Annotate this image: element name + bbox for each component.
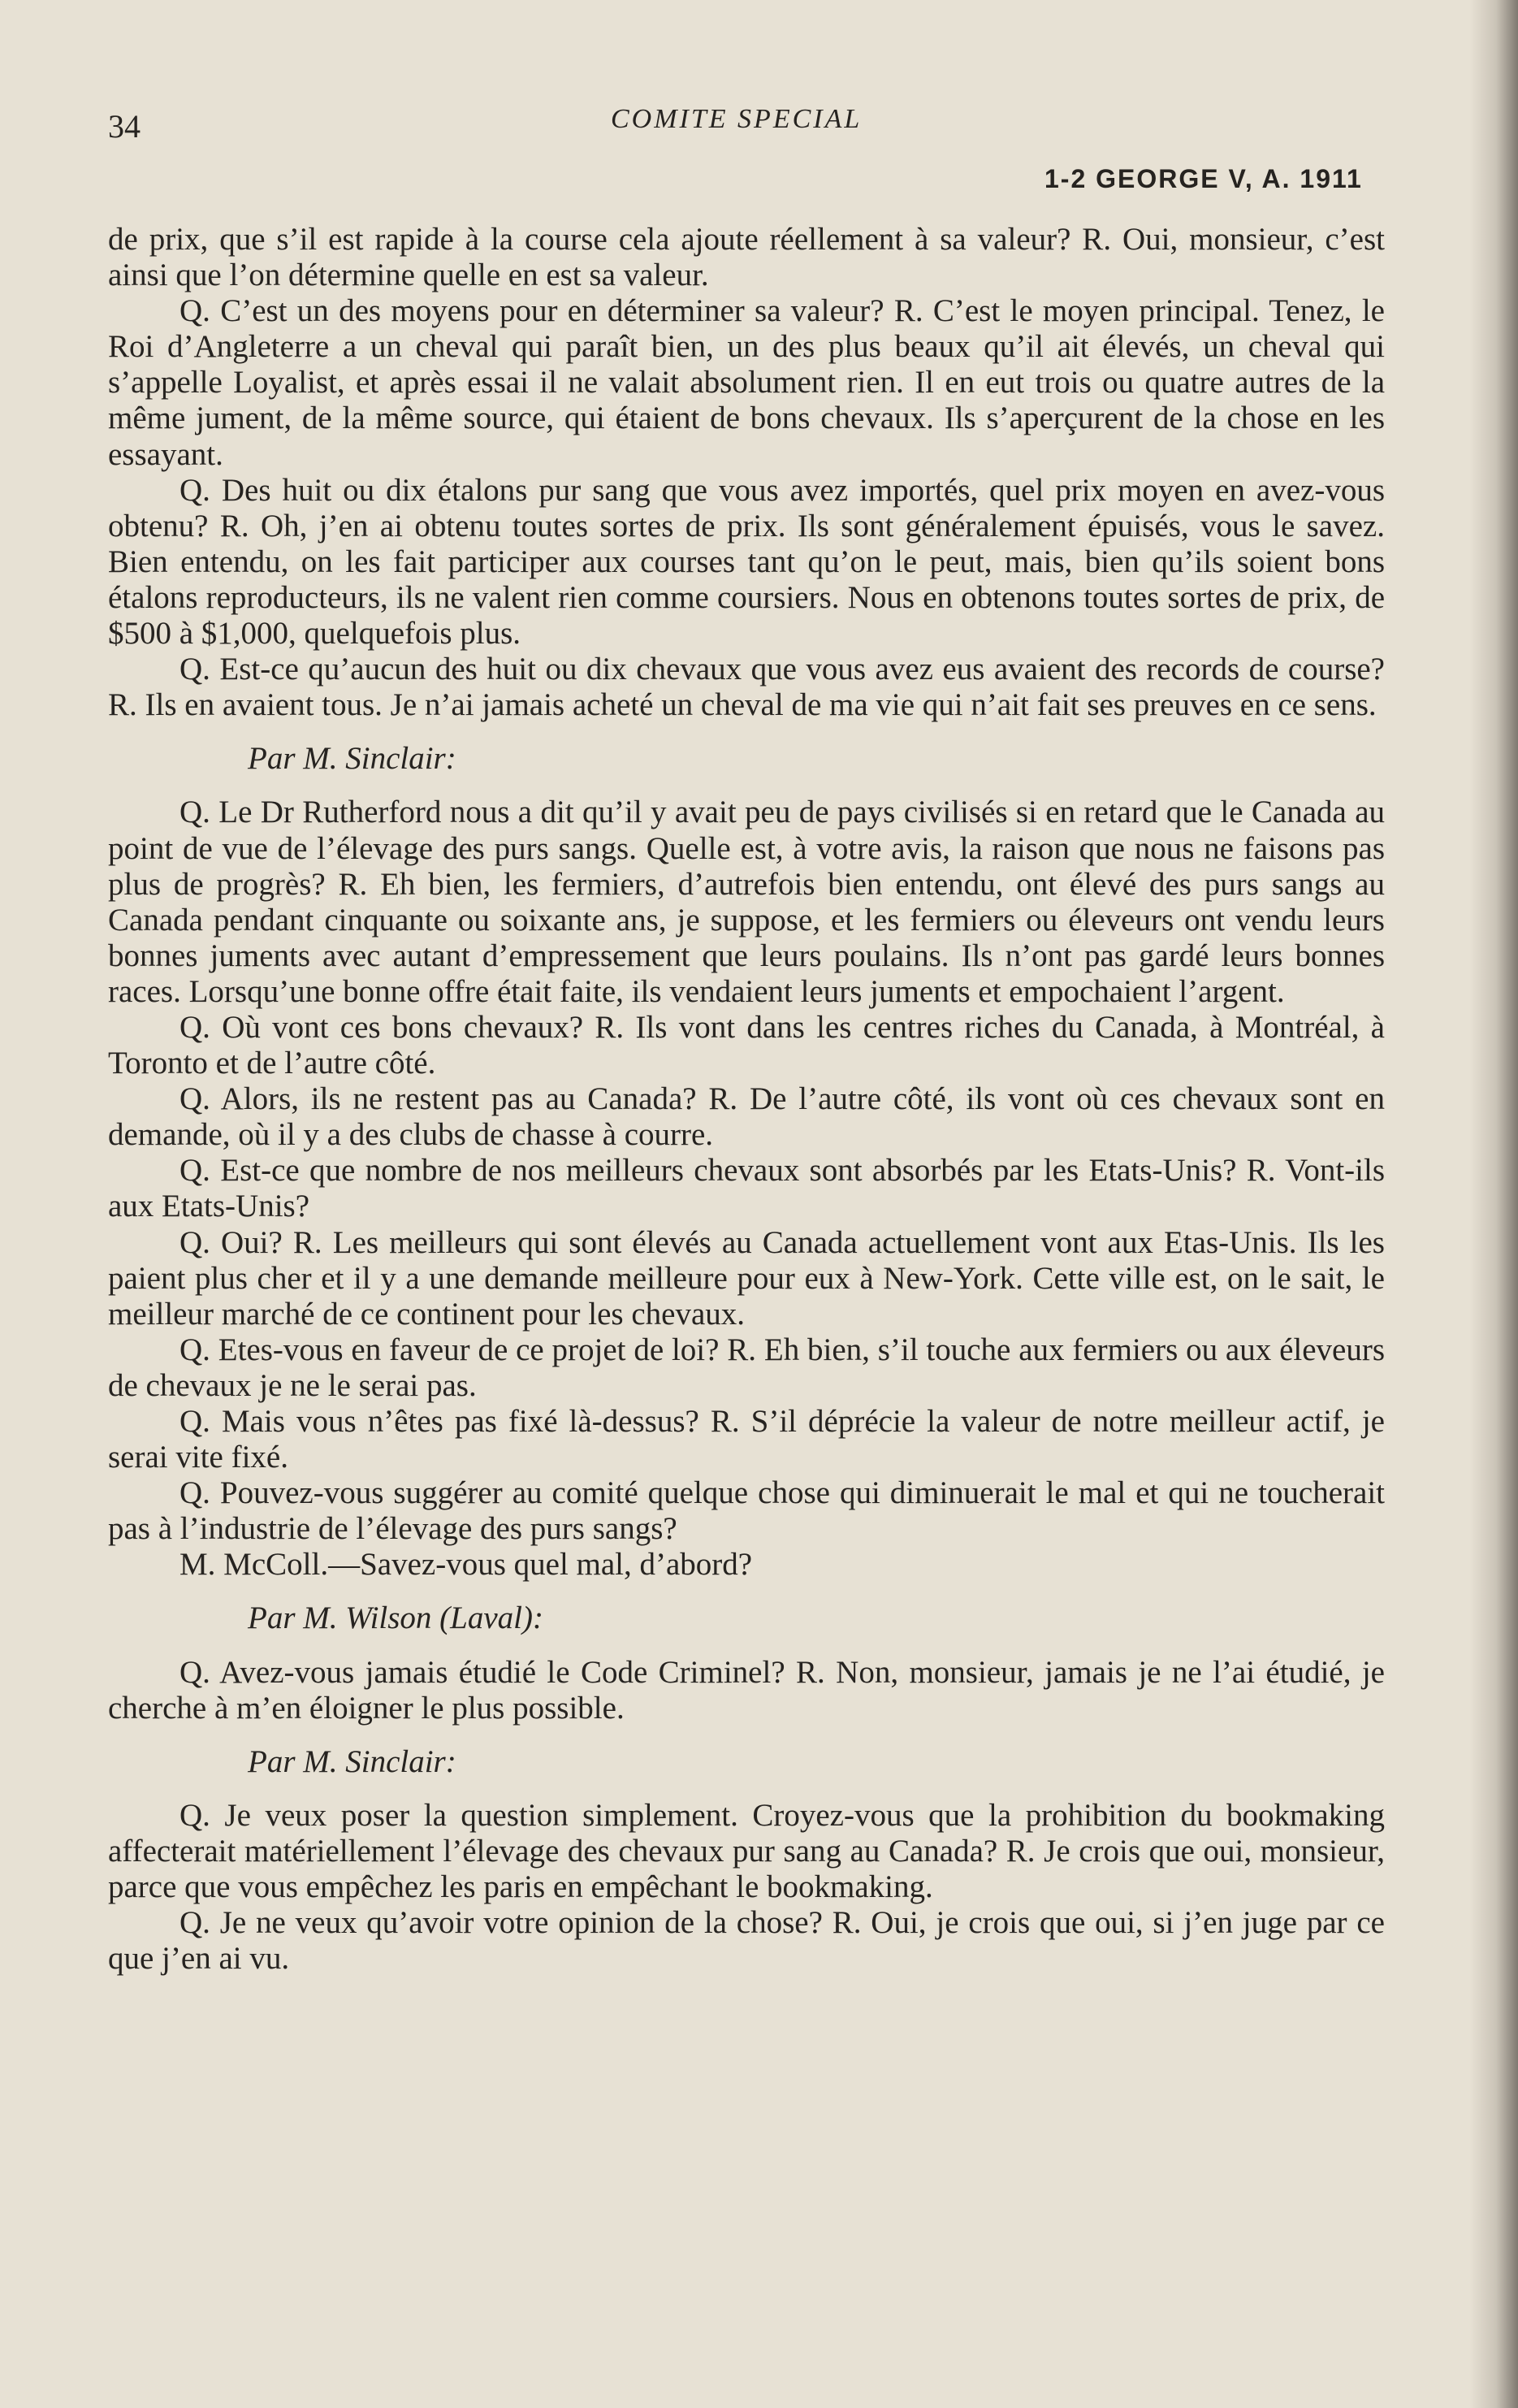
paragraph: Q. Le Dr Rutherford nous a dit qu’il y avait peu de pays civilisés si en retard que le Canada au point de vue de l’élevage des purs sangs. Quelle est, à votre avis, la raison que nous ne faisons pas plus de progrès? R. Eh bien, les fermiers, d’autrefois bien entendu, ont élevé des purs sangs au Canada pendant cinquante ou soixante ans, je suppose, et les fermiers ou éleveurs ont vendu leurs bonnes juments avec autant d’empressement que leurs poulains. Ils n’ont pas gardé leurs bonnes races. Lorsqu’une bonne offre était faite, ils vendaient leurs juments et empochaient l’argent.: [108, 795, 1385, 1009]
running-title: COMITE SPECIAL: [611, 104, 863, 134]
paragraph: Q. Je veux poser la question simplement. Croyez-vous que la prohibition du bookmaking affecterait matériellement l’élevage des chevaux pur sang au Canada? R. Je crois que oui, monsieur, parce que vous empêchez les paris en empêchant le bookmaking.: [108, 1797, 1385, 1905]
paragraph: de prix, que s’il est rapide à la course cela ajoute réellement à sa valeur? R. Oui, monsieur, c’est ainsi que l’on détermine quelle en est sa valeur.: [108, 222, 1385, 293]
paragraph: Q. Où vont ces bons chevaux? R. Ils vont dans les centres riches du Canada, à Montréal, à Toronto et de l’autre côté.: [108, 1009, 1385, 1081]
paragraph: Q. C’est un des moyens pour en déterminer sa valeur? R. C’est le moyen principal. Tenez, le Roi d’Angleterre a un cheval qui paraît bien, un des plus beaux qu’il ait élevés, un cheval qui s’appelle Loyalist, et après essai il ne valait absolument rien. Il en eut trois ou quatre autres de la même jument, de la même source, qui étaient de bons chevaux. Ils s’aperçurent de la chose en les essayant.: [108, 293, 1385, 472]
paragraph: Q. Est-ce que nombre de nos meilleurs chevaux sont absorbés par les Etats-Unis? R. Vont-ils aux Etats-Unis?: [108, 1153, 1385, 1224]
paragraph: Q. Des huit ou dix étalons pur sang que vous avez importés, quel prix moyen en avez-vous obtenu? R. Oh, j’en ai obtenu toutes sortes de prix. Ils sont généralement épuisés, vous le savez. Bien entendu, on les fait participer aux courses tant qu’on le peut, mais, bien qu’ils soient bons étalons reproducteurs, ils ne valent rien comme coursiers. Nous en obtenons toutes sortes de prix, de $500 à $1,000, quelquefois plus.: [108, 472, 1385, 652]
paragraph: Q. Est-ce qu’aucun des huit ou dix chevaux que vous avez eus avaient des records de course? R. Ils en avaient tous. Je n’ai jamais acheté un cheval de ma vie qui n’ait fait ses preuves en ce sens.: [108, 652, 1385, 723]
paragraph: Q. Avez-vous jamais étudié le Code Criminel? R. Non, monsieur, jamais je ne l’ai étudié, je cherche à m’en éloigner le plus possible.: [108, 1654, 1385, 1726]
paragraph: Q. Mais vous n’êtes pas fixé là-dessus? R. S’il déprécie la valeur de notre meilleur actif, je serai vite fixé.: [108, 1404, 1385, 1475]
session-reference: 1-2 GEORGE V, A. 1911: [1044, 164, 1363, 193]
testimony-text: [108, 222, 1385, 1977]
speaker-heading: Par M. Wilson (Laval):: [248, 1600, 543, 1636]
speaker-heading: Par M. Sinclair:: [248, 741, 456, 777]
paragraph: M. McColl.—Savez-vous quel mal, d’abord?: [179, 1547, 753, 1583]
paragraph: Q. Je ne veux qu’avoir votre opinion de la chose? R. Oui, je crois que oui, si j’en juge par ce que j’en ai vu.: [108, 1905, 1385, 1977]
paragraph: Q. Pouvez-vous suggérer au comité quelque chose qui diminuerait le mal et qui ne toucherait pas à l’industrie de l’élevage des purs sangs?: [108, 1475, 1385, 1547]
paragraph: Q. Alors, ils ne restent pas au Canada? R. De l’autre côté, ils vont où ces chevaux sont en demande, où il y a des clubs de chasse à courre.: [108, 1081, 1385, 1153]
binding-shadow: [1469, 0, 1518, 2408]
paragraph: Q. Etes-vous en faveur de ce projet de loi? R. Eh bien, s’il touche aux fermiers ou aux éleveurs de chevaux je ne le serai pas.: [108, 1332, 1385, 1403]
paragraph: Q. Oui? R. Les meilleurs qui sont élevés au Canada actuellement vont aux Etas-Unis. Ils les paient plus cher et il y a une demande meilleure pour eux à New-York. Cette ville est, on le sait, le meilleur marché de ce continent pour les chevaux.: [108, 1224, 1385, 1332]
speaker-heading: Par M. Sinclair:: [248, 1743, 456, 1779]
page-number: 34: [108, 108, 141, 145]
